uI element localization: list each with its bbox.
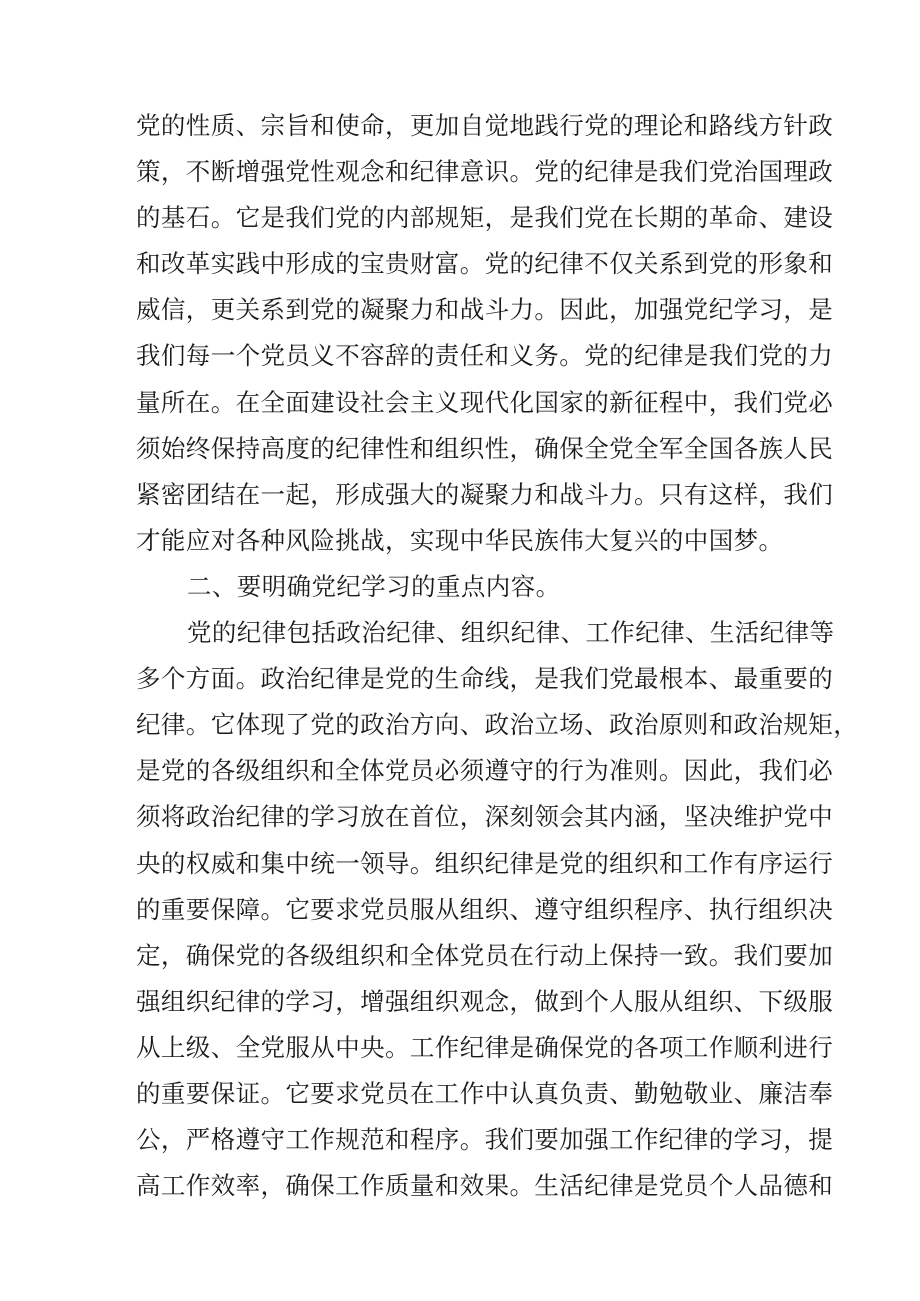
text-line: 纪律。它体现了党的政治方向、政治立场、政治原则和政治规矩， (136, 710, 859, 740)
text-line: 策，不断增强党性观念和纪律意识。党的纪律是我们党治国理政 (136, 157, 834, 187)
text-line: 和改革实践中形成的宝贵财富。党的纪律不仅关系到党的形象和 (136, 249, 834, 279)
text-line: 高工作效率，确保工作质量和效果。生活纪律是党员个人品德和 (136, 1171, 834, 1201)
text-line: 威信，更关系到党的凝聚力和战斗力。因此，加强党纪学习，是 (136, 295, 834, 325)
text-line: 才能应对各种风险挑战，实现中华民族伟大复兴的中国梦。 (136, 525, 784, 555)
text-line: 的重要保障。它要求党员服从组织、遵守组织程序、执行组织决 (136, 894, 834, 924)
text-line: 党的纪律包括政治纪律、组织纪律、工作纪律、生活纪律等 (187, 618, 835, 648)
text-line: 定，确保党的各级组织和全体党员在行动上保持一致。我们要加 (136, 940, 834, 970)
text-line: 量所在。在全面建设社会主义现代化国家的新征程中，我们党必 (136, 387, 834, 417)
text-line: 须始终保持高度的纪律性和组织性，确保全党全军全国各族人民 (136, 433, 834, 463)
text-line: 紧密团结在一起，形成强大的凝聚力和战斗力。只有这样，我们 (136, 479, 834, 509)
text-line: 公，严格遵守工作规范和程序。我们要加强工作纪律的学习，提 (136, 1125, 834, 1155)
text-line: 从上级、全党服从中央。工作纪律是确保党的各项工作顺利进行 (136, 1032, 834, 1062)
text-line: 须将政治纪律的学习放在首位，深刻领会其内涵，坚决维护党中 (136, 802, 834, 832)
text-line: 多个方面。政治纪律是党的生命线，是我们党最根本、最重要的 (136, 664, 834, 694)
text-line: 的基石。它是我们党的内部规矩，是我们党在长期的革命、建设 (136, 203, 834, 233)
text-line: 强组织纪律的学习，增强组织观念，做到个人服从组织、下级服 (136, 986, 834, 1016)
text-line: 我们每一个党员义不容辞的责任和义务。党的纪律是我们党的力 (136, 341, 834, 371)
section-heading: 二、要明确党纪学习的重点内容。 (187, 571, 561, 601)
document-body (136, 103, 859, 1209)
text-line: 的重要保证。它要求党员在工作中认真负责、勤勉敬业、廉洁奉 (136, 1078, 834, 1108)
text-line: 是党的各级组织和全体党员必须遵守的行为准则。因此，我们必 (136, 756, 834, 786)
text-line: 央的权威和集中统一领导。组织纪律是党的组织和工作有序运行 (136, 848, 834, 878)
text-line: 党的性质、宗旨和使命，更加自觉地践行党的理论和路线方针政 (136, 111, 834, 140)
